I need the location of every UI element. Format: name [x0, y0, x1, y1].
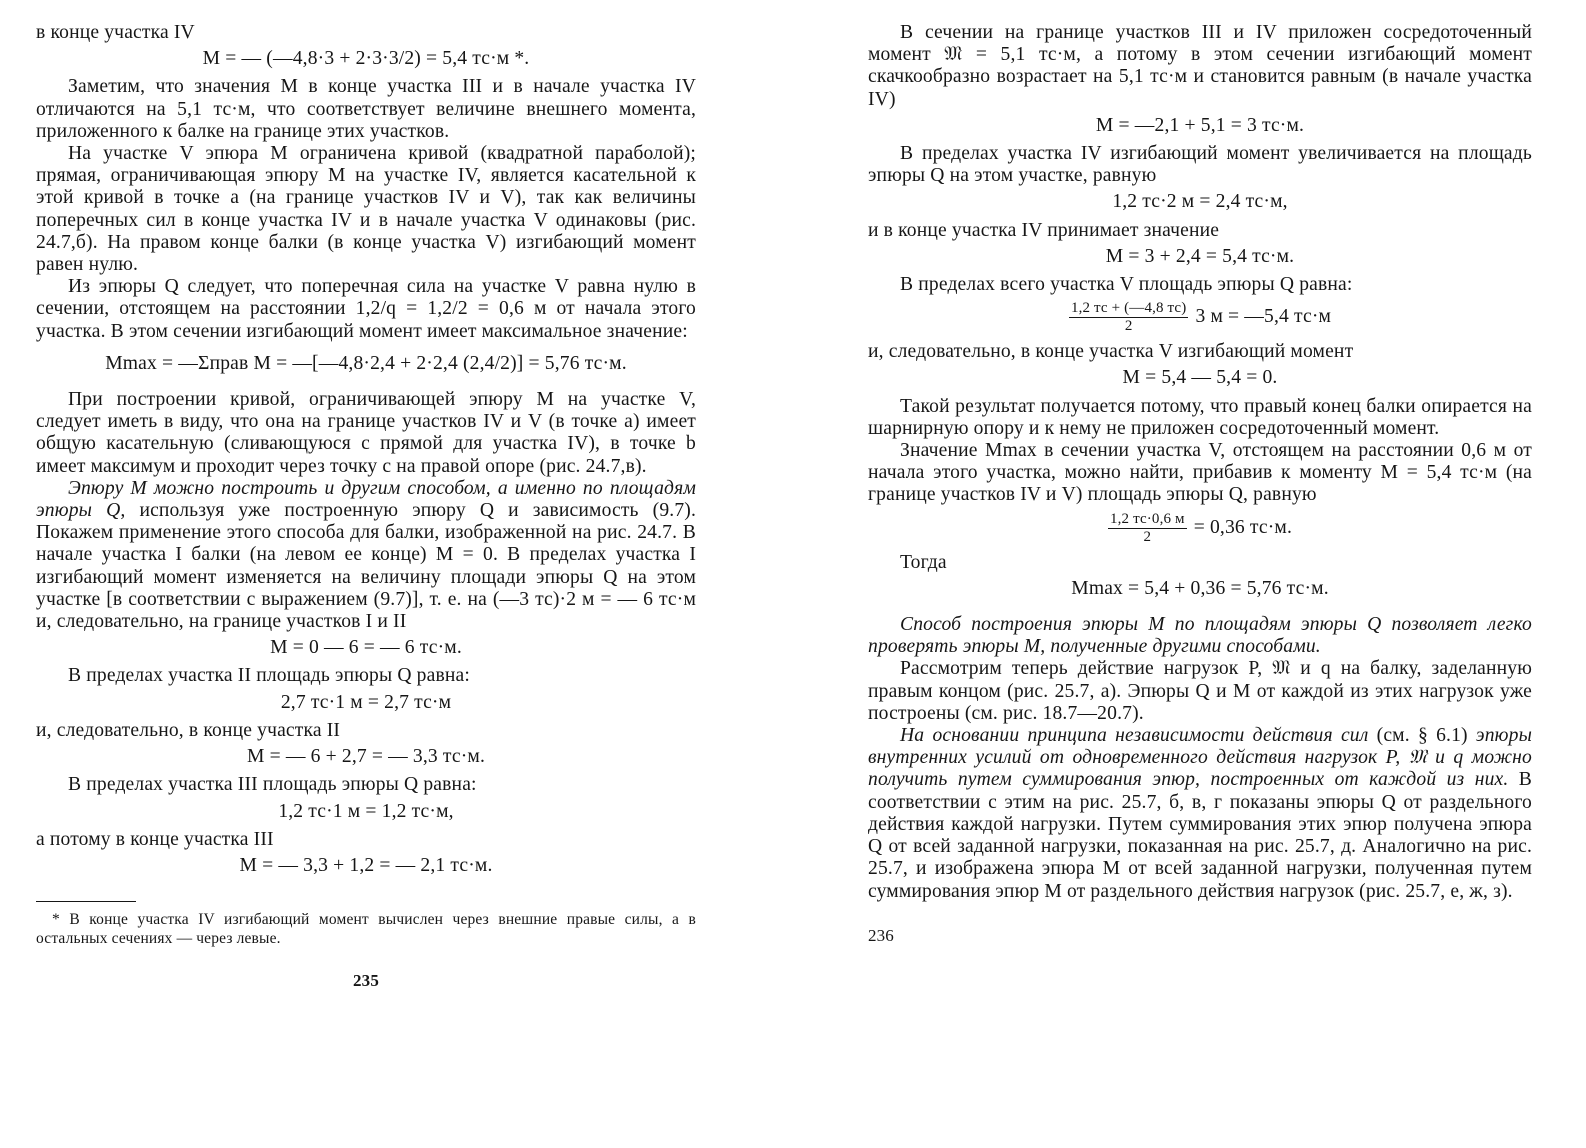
- text-line: в конце участка IV: [36, 22, 195, 43]
- formula: M = —2,1 + 5,1 = 3 тс·м.: [1095, 114, 1305, 136]
- paragraph: Рассмотрим теперь действие нагрузок P, 𝔐 и q на балку, заделанную правым концом (рис. 25.7, а). Эпюры Q и M от каждой из этих нагрузок уже построены (см. рис. 18.7—20.7).: [868, 658, 1532, 724]
- page-number: 236: [868, 925, 894, 945]
- paragraph: [36, 478, 696, 633]
- paragraph: В пределах участка III площадь эпюры Q равна:: [68, 774, 477, 796]
- paragraph: В пределах участка IV изгибающий момент увеличивается на площадь эпюры Q на этом участке, равную: [868, 143, 1532, 187]
- fraction-denominator: 2: [1124, 318, 1133, 335]
- formula: M = — 6 + 2,7 = — 3,3 тс·м.: [247, 746, 485, 768]
- paragraph: Значение Mmax в сечении участка V, отстоящем на расстоянии 0,6 м от начала этого участка, можно найти, прибавив к моменту M = 5,4 тс·м (на границе участков IV и V) площадь эпюры Q, равную: [868, 440, 1532, 506]
- formula: 1,2 тс·1 м = 1,2 тс·м,: [278, 800, 454, 822]
- spacer: [868, 606, 1532, 614]
- paragraph-text: (см. § 6.1): [1376, 725, 1468, 747]
- fraction-denominator: 2: [1143, 528, 1152, 545]
- formula-tail: 3 м = —5,4 тс·м: [1195, 306, 1332, 328]
- text-line: и в конце участка IV принимает значение: [868, 219, 1220, 241]
- fraction: [1069, 300, 1188, 335]
- left-page: [36, 22, 696, 992]
- paragraph-text: В соответствии с этим на рис. 25.7, б, в, г показаны эпюры Q от раздельного действия каждой нагрузки. Путем суммирования этих эпюр получена эпюра Q от всей заданной нагрузки, показанная на рис. 25.7, д. Аналогично на рис. 25.7, и изображена эпюра M от всей заданной нагрузки, полученная путем суммирования эпюр M от раздельного действия нагрузок (рис. 25.7, е, ж, з).: [868, 769, 1532, 902]
- fraction-numerator: 1,2 тс·0,6 м: [1109, 510, 1185, 527]
- paragraph-text: используя уже построенную эпюру Q и зависимость (9.7). Покажем применение этого способа для балки, изображенной на рис. 24.7. В начале участка I балки (на левом ее конце) M = 0. В пределах участка I изгибающий момент изменяется на величину площади эпюры Q на этом участке [в соответствии с выражением (9.7)], т. е. на (—3 тс)·2 м = — 6 тс·м и, следовательно, на границе участков I и II: [36, 500, 696, 633]
- fraction: [1108, 511, 1187, 546]
- paragraph: При построении кривой, ограничивающей эпюру M на участке V, следует иметь в виду, что она на границе участков IV и V (в точке a) имеет общую касательную (сливающуюся с прямой для участка IV), в точке b имеет максимум и проходит через точку c на правой опоре (рис. 24.7,в).: [36, 389, 696, 477]
- text-line: и, следовательно, в конце участка V изгибающий момент: [868, 341, 1354, 363]
- formula: M = — (—4,8·3 + 2·3·3/2) = 5,4 тс·м *.: [202, 48, 530, 70]
- page-number: 235: [353, 971, 379, 991]
- fraction-numerator: 1,2 тс + (—4,8 тс): [1070, 300, 1187, 317]
- text-line: а потому в конце участка III: [36, 828, 274, 850]
- paragraph: Из эпюры Q следует, что поперечная сила на участке V равна нулю в сечении, отстоящем на расстоянии 1,2/q = 1,2/2 = 0,6 м от начала этого участка. В этом сечении изгибающий момент имеет максимальное значение:: [36, 276, 696, 342]
- text-line: и, следовательно, в конце участка II: [36, 719, 341, 741]
- italic-text: эпюры внутренних усилий от одновременного действия нагрузок P, 𝔐 и q можно получить путем суммирования эпюр, построенных от каждой из них.: [868, 725, 1532, 791]
- paragraph: На участке V эпюра M ограничена кривой (квадратной параболой); прямая, ограничивающая эпюру M на участке IV, является касательной к этой кривой в точке a (на границе участков IV и V), так как величины поперечных сил в конце участка IV и в начале участка V одинаковы (рис. 24.7,б). На правом конце балки (в конце участка V) изгибающий момент равен нулю.: [36, 143, 696, 276]
- right-page: [868, 22, 1532, 947]
- formula: Mmax = —Σправ M = —[—4,8·2,4 + 2·2,4 (2,4/2)] = 5,76 тс·м.: [105, 352, 627, 374]
- formula-tail: = 0,36 тс·м.: [1193, 516, 1292, 538]
- paragraph: Заметим, что значения M в конце участка III и в начале участка IV отличаются на 5,1 тс·м, что соответствует величине внешнего момента, приложенного к балке на границе этих участков.: [36, 76, 696, 142]
- formula: M = — 3,3 + 1,2 = — 2,1 тс·м.: [239, 854, 493, 876]
- paragraph: Способ построения эпюры M по площадям эпюры Q позволяет легко проверять эпюры M, полученные другими способами.: [868, 614, 1532, 658]
- paragraph: [868, 725, 1532, 903]
- formula: Mmax = 5,4 + 0,36 = 5,76 тс·м.: [1071, 577, 1329, 599]
- paragraph: Такой результат получается потому, что правый конец балки опирается на шарнирную опору и к нему не приложен сосредоточенный момент.: [868, 395, 1532, 439]
- italic-text: На основании принципа независимости действия сил: [900, 725, 1369, 747]
- formula: [868, 511, 1532, 546]
- footnote-divider: [36, 901, 136, 902]
- footnote: * В конце участка IV изгибающий момент вычислен через внешние правые силы, а в остальных сечениях — через левые.: [36, 911, 696, 948]
- paragraph: В сечении на границе участков III и IV приложен сосредоточенный момент 𝔐 = 5,1 тс·м, а потому в этом сечении изгибающий момент скачкообразно возрастает на 5,1 тс·м и становится равным (в начале участка IV): [868, 22, 1532, 110]
- formula: M = 5,4 — 5,4 = 0.: [1122, 367, 1278, 389]
- italic-text: Эпюру M можно построить и другим способом, а именно по площадям эпюры Q,: [36, 477, 696, 522]
- paragraph: В пределах всего участка V площадь эпюры Q равна:: [900, 274, 1353, 296]
- paragraph: Тогда: [900, 551, 947, 573]
- formula: M = 3 + 2,4 = 5,4 тс·м.: [1105, 245, 1295, 267]
- formula: 2,7 тс·1 м = 2,7 тс·м: [280, 691, 452, 713]
- paragraph: В пределах участка II площадь эпюры Q равна:: [68, 665, 470, 687]
- formula: M = 0 — 6 = — 6 тс·м.: [270, 637, 462, 659]
- formula: [868, 300, 1532, 335]
- formula: 1,2 тс·2 м = 2,4 тс·м,: [1112, 191, 1288, 213]
